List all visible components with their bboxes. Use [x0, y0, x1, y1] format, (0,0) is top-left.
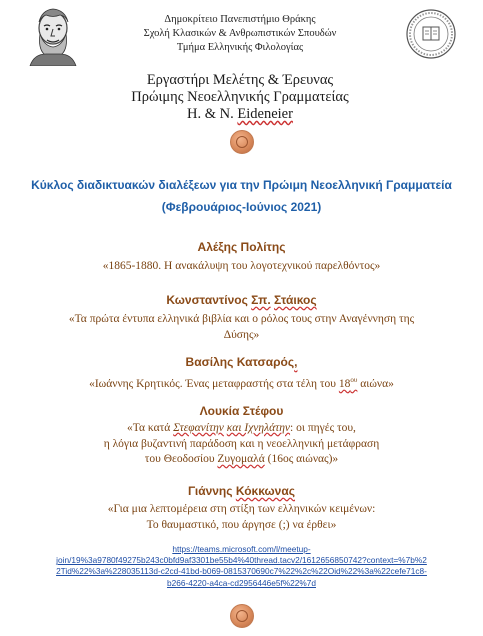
talk-title-5-line-2: Το θαυμαστικό, που άργησε (;) να έρθει»: [146, 518, 337, 531]
lab-title-line-3: [60, 106, 420, 123]
talk-title-4-work-a: Στεφανίτην: [173, 422, 224, 434]
institution-header: [60, 13, 420, 55]
meeting-link-line-2: join/19%3a9780f49275b243c0bfd9af3301be55b4%40thread.tacv2/1612656850742?context=%7b%2: [56, 555, 427, 566]
talk-title-4-l1-c: : οι πηγές του,: [290, 422, 356, 434]
meeting-link-line-3: 2Tid%22%3a%228035113d-c2cd-41bd-b069-0815370690c7%22%2c%22Oid%22%3a%22cefe71c8-: [56, 566, 427, 577]
talk-title-5-line-1: «Για μια λεπτομέρεια στη στίξη των ελληνικών κειμένων:: [107, 503, 376, 515]
talk-title-3-century: [339, 378, 357, 390]
speaker-2-last: Στάικος: [274, 293, 317, 307]
lab-title-line-2: Πρώιμης Νεοελληνικής Γραμματείας: [131, 89, 349, 105]
speaker-5: [0, 484, 483, 498]
speaker-2: [0, 293, 483, 307]
speaker-5-last: Κόκκωνας: [235, 484, 295, 498]
lab-title: [60, 72, 420, 123]
talk-title-3-start: «Ιωάννης Κρητικός. Ένας μεταφραστής στα τέλη του: [89, 377, 339, 390]
speaker-3-name: Βασίλης Κατσαρός: [185, 355, 295, 369]
speaker-4: Λουκία Στέφου: [199, 404, 284, 418]
university-name: Δημοκρίτειο Πανεπιστήμιο Θράκης: [164, 14, 316, 25]
talk-title-2: [0, 312, 483, 343]
talk-title-1: «1865-1880. Η ανακάλυψη του λογοτεχνικού παρελθόντος»: [102, 260, 381, 272]
talk-title-4-author: Ζυγομαλά: [217, 453, 265, 465]
speaker-1: Αλέξης Πολίτης: [197, 240, 286, 254]
lecture-series-heading: [8, 174, 475, 218]
speaker-3-comma: ,: [294, 355, 298, 369]
copper-medallion-icon: [230, 130, 254, 154]
meeting-link-line-1: https://teams.microsoft.com/l/meetup-: [172, 544, 311, 554]
school-name: Σχολή Κλασικών & Ανθρωπιστικών Σπουδών: [143, 28, 337, 39]
series-title: Κύκλος διαδικτυακών διαλέξεων για την Πρώιμη Νεοελληνική Γραμματεία: [31, 178, 452, 192]
speaker-2-first: Κωνσταντίνος: [166, 293, 252, 307]
talk-title-4-l1-a: «Τα κατά: [127, 422, 174, 434]
talk-title-5: [0, 502, 483, 533]
talk-title-4-line-1: [0, 421, 483, 437]
meeting-link-line-4: b266-4220-a4ca-cd2956446e5f%22%7d: [166, 577, 316, 588]
talk-title-3-number: 18: [338, 377, 351, 390]
speaker-3: [0, 355, 483, 369]
talk-title-4-line-3: [0, 452, 483, 468]
teams-meeting-link[interactable]: [20, 544, 463, 589]
lab-initials: Η. & Ν.: [187, 106, 238, 122]
talk-title-4: [0, 421, 483, 468]
lab-surname: Eideneier: [237, 106, 293, 122]
department-name: Τμήμα Ελληνικής Φιλολογίας: [176, 42, 304, 53]
talk-title-4-l3-a: του Θεοδοσίου: [144, 453, 218, 465]
talk-title-3-end: αιώνα»: [357, 377, 394, 390]
talk-title-4-work-b: και Ιχνηλάτην: [226, 422, 291, 434]
talk-title-4-l3-c: (16ος αιώνας)»: [264, 453, 339, 465]
speaker-2-patronymic: Σπ.: [251, 293, 271, 307]
talk-title-3: [0, 373, 483, 392]
talk-title-2-line-2: Δύσης»: [223, 328, 260, 341]
talk-title-2-line-1: «Τα πρώτα έντυπα ελληνικά βιβλία και ο ρόλος τους στην Αναγέννηση της: [68, 313, 415, 325]
talk-title-4-line-2: η λόγια βυζαντινή παράδοση και η νεοελληνική μετάφραση: [103, 437, 380, 450]
copper-medallion-icon: [230, 604, 254, 628]
series-period: (Φεβρουάριος-Ιούνιος 2021): [161, 200, 322, 214]
speaker-5-first: Γιάννης: [188, 484, 236, 498]
talk-title-3-ordinal: ου: [350, 376, 358, 384]
lab-title-line-1: Εργαστήρι Μελέτης & Έρευνας: [146, 72, 334, 88]
